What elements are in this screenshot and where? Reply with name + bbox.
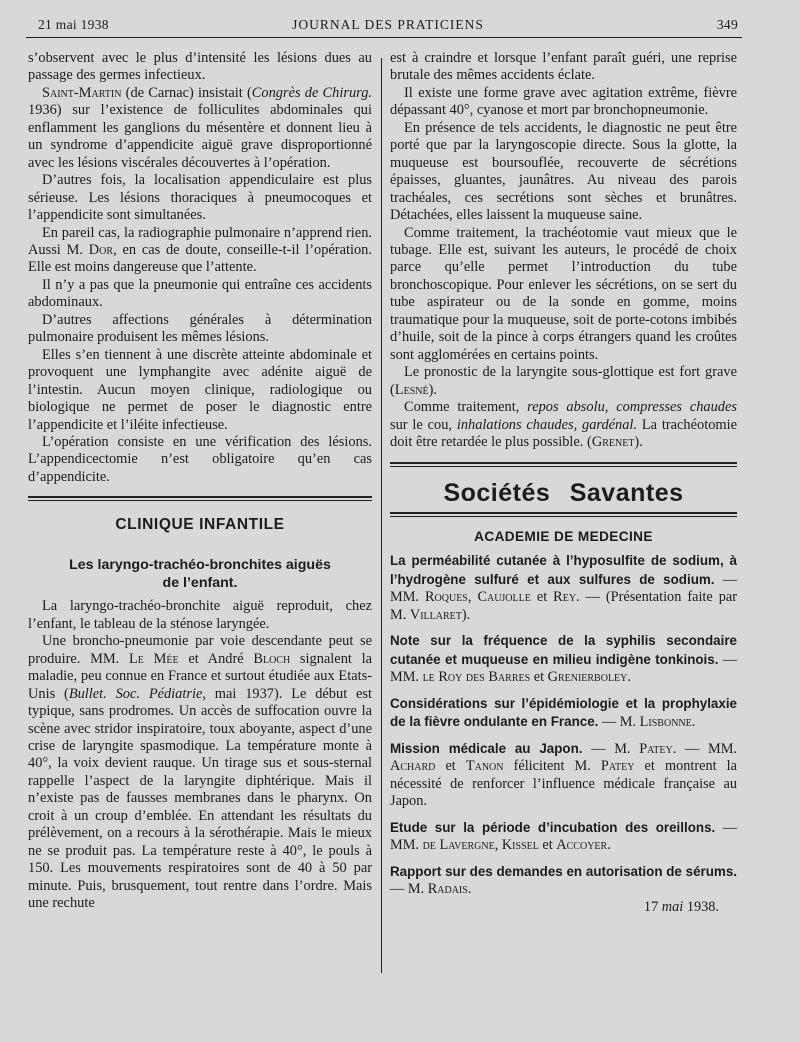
text-run: — M. [598, 714, 640, 731]
author-name: Roques, Caujolle [425, 589, 531, 606]
author-name: Grenierboley [547, 669, 628, 686]
author-name: Le Mée [129, 650, 179, 667]
session-entry [390, 632, 737, 687]
date-year: 1938. [686, 898, 719, 915]
text-run: félicitent M. [503, 758, 601, 775]
text-run: . [467, 881, 472, 898]
session-entry [390, 552, 737, 624]
paragraph [28, 633, 372, 912]
text-run: (de Carnac) insistait ( [121, 84, 252, 101]
academy-heading: ACADEMIE DE MEDECINE [474, 529, 653, 545]
session-entry [390, 819, 737, 855]
author-name: le Roy des Barres [422, 669, 531, 686]
author-name: de Lavergne, Kissel [422, 837, 539, 854]
entry-title: Mission médicale au Japon. [390, 740, 583, 756]
paragraph: D’autres fois, la localisation appendiculaire est plus sérieuse. Les lésions thoraciques à pneumocoques et l’appendicite sont simultanées. [28, 172, 372, 224]
author-name: Rey [553, 589, 577, 606]
session-entry [390, 863, 737, 899]
paragraph: Il n’y a pas que la pneumonie qui entraîne ces accidents abdominaux. [28, 276, 372, 311]
header-date: 21 mai 1938 [38, 17, 109, 32]
text-run: ). [461, 606, 471, 623]
running-head [38, 17, 738, 35]
author-name: Patey [639, 740, 673, 757]
text-run: et [530, 589, 554, 606]
paragraph: Elles s’en tiennent à une discrète atteinte abdominale et provoquent une lymphangite avec adénite aiguë de l’intestin. Aucun moyen clinique, radiologique ou biologique ne permet de poser le diagnostic entre l’appendicite et l’iléite infectieuse. [28, 346, 372, 433]
reference: Congrès de Chirurg. [251, 84, 373, 101]
text-run: et André [178, 650, 254, 667]
paragraph [28, 225, 372, 277]
text-run: — MM. [390, 651, 737, 686]
text-run: — MM. [390, 571, 738, 606]
paragraph: L’opération consiste en une vérification des lésions. L’appendicectomie n’est obligatoire qu’en cas d’appendicite. [28, 433, 372, 485]
text-run: — M. [390, 881, 428, 898]
article-title-line: de l’enfant. [162, 575, 238, 592]
author-name: Bloch [253, 650, 291, 667]
author-name: Tanon [465, 758, 504, 775]
text-run: et [538, 837, 557, 854]
text-run: sur le cou, [390, 416, 457, 433]
text-run: — M. [582, 740, 640, 757]
text-run: . [607, 837, 611, 854]
text-run: . [627, 669, 631, 686]
right-column [390, 50, 737, 916]
societes-title: Sociétés Savantes [443, 479, 684, 508]
author-name: Grenet [591, 433, 635, 450]
text-run: ). [634, 433, 643, 450]
text-run: . — MM. [672, 740, 737, 757]
journal-title: JOURNAL DES PRATICIENS [292, 17, 484, 32]
header-rule [26, 37, 742, 38]
paragraph [390, 399, 737, 451]
text-run: Une broncho-pneumonie par voie descendante peut se produire. MM. [28, 633, 372, 667]
entry-title: Considérations sur l’épidémiologie et la prophylaxie de la fièvre ondulante en France. [390, 695, 737, 730]
text-run: En pareil cas, la radiographie pulmonaire n’apprend rien. Aussi M. [28, 224, 372, 258]
entry-title: Note sur la fréquence de la syphilis secondaire cutanée et muqueuse en milieu indigène tonkinois. [390, 633, 737, 667]
paragraph: est à craindre et lorsque l’enfant paraît guéri, une reprise brutale des mêmes accidents éclate. [390, 50, 737, 84]
text-run: Comme traitement, [404, 399, 528, 416]
article-title [28, 556, 372, 592]
paragraph: s’observent avec le plus d’intensité les lésions dues au passage des germes infectieux. [28, 50, 372, 84]
session-entry [390, 740, 737, 811]
text-run: ). [428, 381, 437, 398]
paragraph: En présence de tels accidents, le diagnostic ne peut être porté que par la laryngoscopie directe. Sous la glotte, la muqueuse est boursouflée, recouverte de sécrétions épaisses, gluantes, jaunâtres. Au niveau des parois trachéales, ces secrétions sont sèches et brunâtres. Détachées, elles laissent la muqueuse saine. [390, 119, 737, 224]
date-month: mai [661, 898, 684, 915]
text-run: La trachéotomie doit être retardée le plus possible. ( [390, 416, 737, 450]
entry-title: Etude sur la période d’incubation des oreillons. [390, 819, 716, 835]
left-column [28, 50, 372, 912]
session-date [390, 899, 737, 916]
author-name: Accoyer [556, 837, 608, 854]
author-name: Patey [600, 758, 635, 775]
author-name: Radais [427, 881, 468, 898]
paragraph: Comme traitement, la trachéotomie vaut mieux que le tubage. Elle est, suivant les auteurs, le procédé de choix parce qu’elle permet l’introduction du tube bronchoscopique. Pour enlever les sécrétions, on se sert du tube aspirateur ou de la sonde en gomme, moins traumatique pour la muqueuse, soit de porte-cotons imbibés d’huile, soit de la pince à corps étrangers quand les croûtes sont agglomérées en certains points. [390, 224, 737, 363]
emphasis: repos absolu, compresses chaudes [527, 399, 737, 416]
text-run: Le pronostic de la laryngite sous-glottique est fort grave ( [390, 364, 737, 398]
text-run: et [530, 669, 548, 686]
text-run: mai 1937). Le début est typique, sans prodromes. Un accès de suffocation ouvre la scène avec stridor inspiratoire, toux aboyante, aspect d’une crise de laryngite spasmodique. La température monte à 40°, la voix devient rauque. Un tirage sus et sous-sternal rappelle l’aspect de la laryngite diphtérique. Mais il n’existe pas de fausses membranes dans le pharynx. On croit à un croup d’emblée. En attendant les résultats du prélèvement, on a recours à la sérothérapie. Mais le mieux ne se produit pas. La température reste à 40°, le pouls à 150. Les mouvements respiratoires sont de 40 à 50 par minute. Puis, brusquement, tout rentre dans l’ordre. Mais une rechute [28, 685, 373, 912]
text-run: , en cas de doute, conseille-t-il l’opération. Elle est moins dangereuse que l’attente. [28, 241, 372, 276]
column-divider [381, 58, 382, 973]
author-name: Saint-Martin [42, 84, 122, 101]
text-run: et [435, 758, 466, 775]
author-name: Lesné [394, 381, 429, 398]
author-name: Achard [390, 758, 436, 775]
entry-title: Rapport sur des demandes en autorisation de sérums. [390, 863, 737, 879]
paragraph [28, 85, 372, 172]
paragraph [390, 364, 737, 399]
author-name: Villaret [409, 606, 462, 623]
page-number: 349 [716, 17, 738, 32]
date-day: 17 [643, 898, 659, 915]
text-run: . — (Présentation faite par M. [390, 589, 737, 623]
article-title-line: Les laryngo-trachéo-bronchites aiguës [69, 557, 331, 574]
paragraph: La laryngo-trachéo-bronchite aiguë reproduit, chez l’enfant, le tableau de la sténose laryngée. [28, 598, 372, 632]
section-rubric: CLINIQUE INFANTILE [115, 516, 285, 534]
entry-title: La perméabilité cutanée à l’hyposulfite de sodium, à l’hydrogène sulfuré et aux sulfures de sodium. [390, 553, 737, 587]
emphasis: inhalations chaudes, gardénal. [456, 416, 638, 433]
text-run: . [691, 714, 696, 731]
reference: Bullet. Soc. Pédiatrie, [68, 685, 206, 702]
text-run: et montrent la nécessité de renforcer l’influence médicale française au Japon. [390, 758, 737, 810]
text-run: signalent la maladie, peu connue en France et surtout étudiée aux Etats-Unis ( [28, 650, 372, 702]
paragraph: D’autres affections générales à détermination pulmonaire produisent les mêmes lésions. [28, 311, 372, 346]
text-run: 1936) sur l’existence de folliculites abdominales qui enflamment les ganglions du mésentère et donnent lieu à un syndrome d’appendicite aiguë grave disproportionné avec les lésions viscérales découvertes à l’opération. [28, 102, 372, 171]
text-run: — MM. [390, 819, 737, 854]
author-name: Dor [88, 241, 114, 258]
author-name: Lisbonne [639, 714, 692, 731]
paragraph: Il existe une forme grave avec agitation extrême, fièvre dépassant 40°, cyanose et mort par bronchopneumonie. [390, 84, 737, 119]
session-entry [390, 695, 737, 732]
